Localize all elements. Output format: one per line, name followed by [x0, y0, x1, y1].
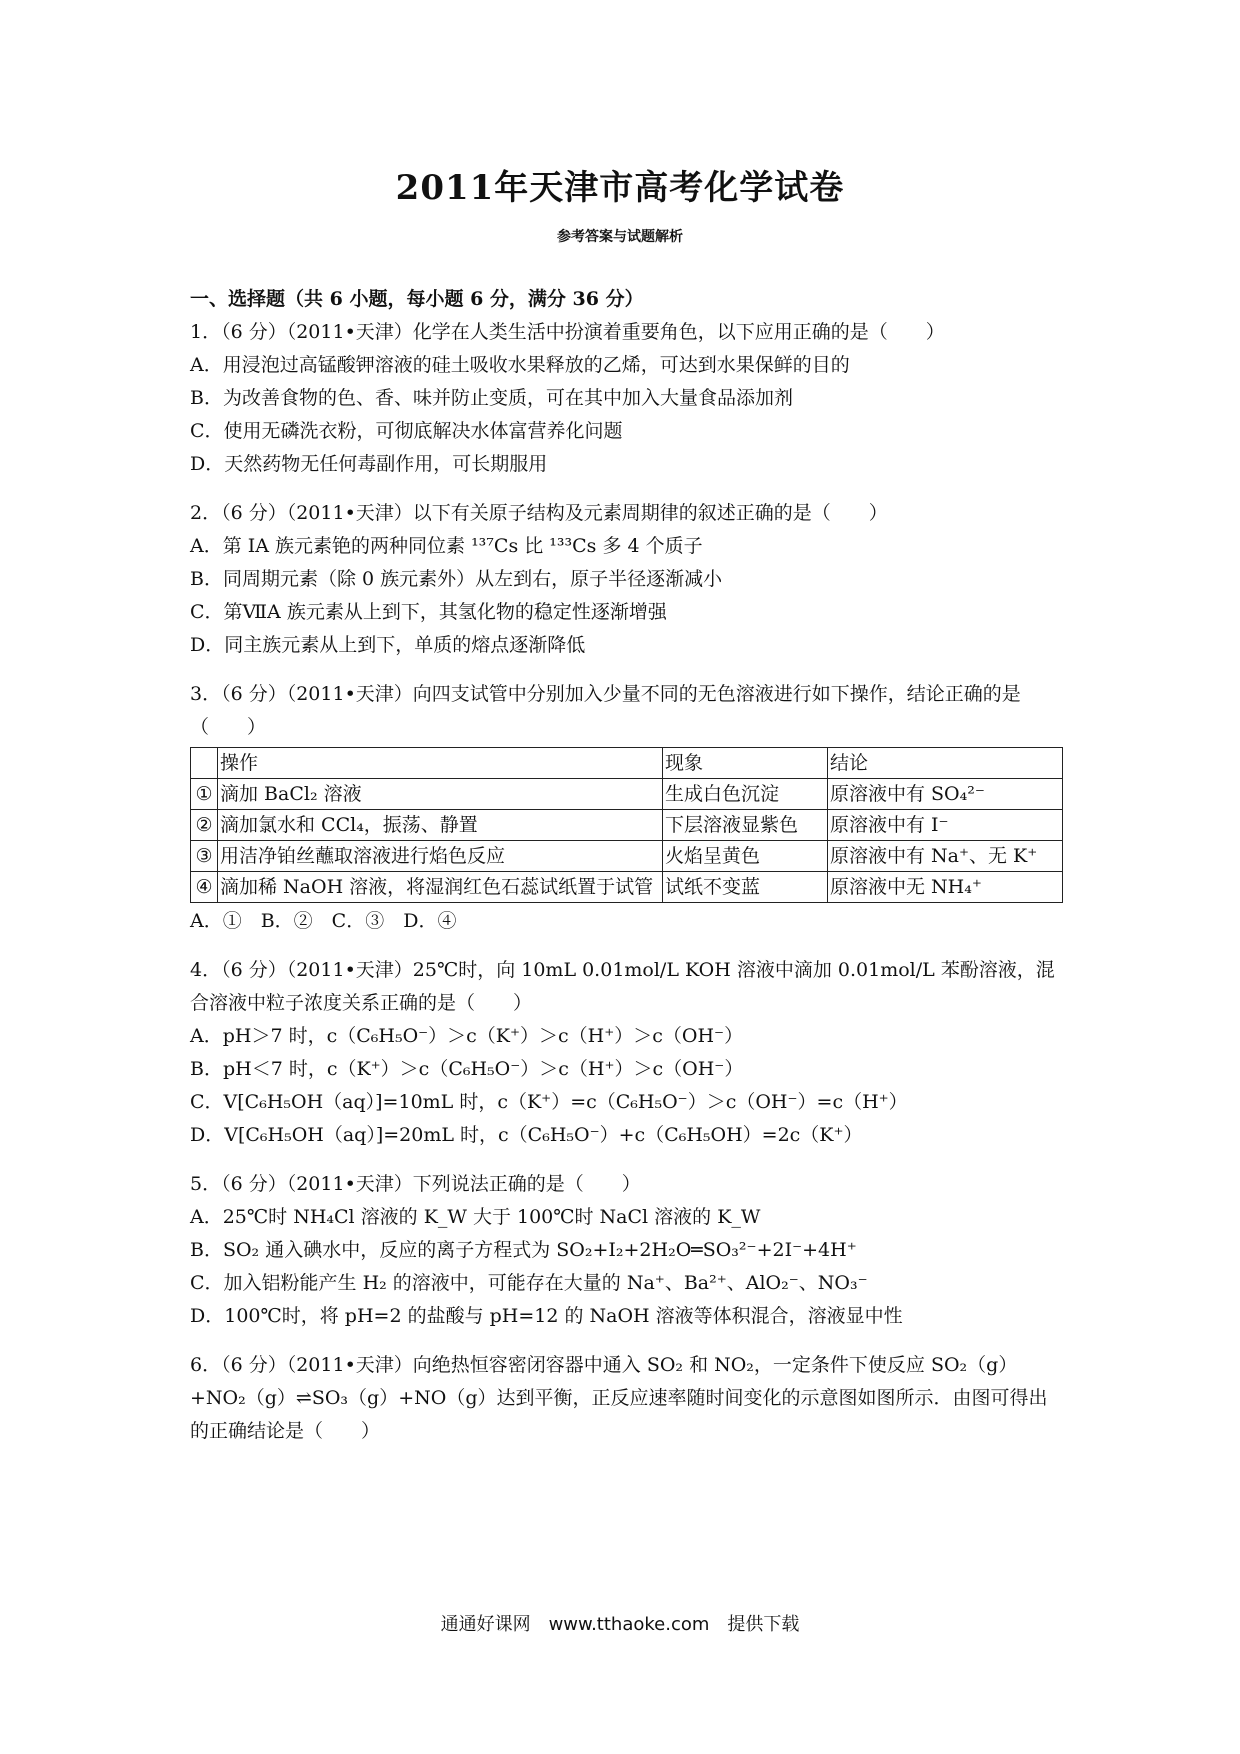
option-c: C．使用无磷洗衣粉，可彻底解决水体富营养化问题 [190, 420, 623, 442]
question-1 [190, 316, 1065, 481]
table-cell: ② [191, 810, 218, 841]
option-a: A．pH＞7 时，c（C₆H₅O⁻）＞c（K⁺）＞c（H⁺）＞c（OH⁻） [190, 1025, 744, 1047]
table-cell: 试纸不变蓝 [663, 872, 828, 903]
option-a: A．25℃时 NH₄Cl 溶液的 K_W 大于 100℃时 NaCl 溶液的 K_W [190, 1206, 761, 1228]
exam-content [190, 283, 1065, 1464]
table-row [191, 841, 1063, 872]
table-cell: 滴加 BaCl₂ 溶液 [218, 779, 663, 810]
table-row [191, 872, 1063, 903]
table-cell: 原溶液中有 SO₄²⁻ [828, 779, 1063, 810]
option-d: D．100℃时，将 pH=2 的盐酸与 pH=12 的 NaOH 溶液等体积混合，溶液显中性 [190, 1305, 903, 1327]
question-3 [190, 678, 1065, 938]
question-6 [190, 1349, 1065, 1448]
table-header-cell: 操作 [218, 748, 663, 779]
question-5 [190, 1168, 1065, 1333]
table-header-cell: 现象 [663, 748, 828, 779]
table-cell: 火焰呈黄色 [663, 841, 828, 872]
question-2 [190, 497, 1065, 662]
table-cell: 下层溶液显紫色 [663, 810, 828, 841]
page-subtitle: 参考答案与试题解析 [557, 229, 683, 245]
inline-options: A．① B．② C．③ D．④ [190, 910, 457, 932]
section-heading: 一、选择题（共 6 小题，每小题 6 分，满分 36 分） [190, 288, 644, 310]
table-row [191, 779, 1063, 810]
table-header-row [191, 748, 1063, 779]
option-b: B．同周期元素（除 0 族元素外）从左到右，原子半径逐渐减小 [190, 568, 723, 590]
option-b: B．pH＜7 时，c（K⁺）＞c（C₆H₅O⁻）＞c（H⁺）＞c（OH⁻） [190, 1058, 744, 1080]
option-a: A．用浸泡过高锰酸钾溶液的硅土吸收水果释放的乙烯，可达到水果保鲜的目的 [190, 354, 850, 376]
table-cell: 用洁净铂丝蘸取溶液进行焰色反应 [218, 841, 663, 872]
table-row [191, 810, 1063, 841]
table-cell: 原溶液中无 NH₄⁺ [828, 872, 1063, 903]
table-cell: ③ [191, 841, 218, 872]
option-c: C．第ⅦA 族元素从上到下，其氢化物的稳定性逐渐增强 [190, 601, 667, 623]
experiment-table [190, 747, 1063, 903]
option-a: A．第 IA 族元素铯的两种同位素 ¹³⁷Cs 比 ¹³³Cs 多 4 个质子 [190, 535, 703, 557]
option-d: D．V[C₆H₅OH（aq）]=20mL 时，c（C₆H₅O⁻）+c（C₆H₅OH）=2c（K⁺） [190, 1124, 863, 1146]
table-header-cell: 结论 [828, 748, 1063, 779]
question-stem: 5．（6 分）（2011•天津）下列说法正确的是（ ） [190, 1173, 641, 1195]
table-cell: ④ [191, 872, 218, 903]
table-cell: 滴加稀 NaOH 溶液，将湿润红色石蕊试纸置于试管 [218, 872, 663, 903]
option-b: B．为改善食物的色、香、味并防止变质，可在其中加入大量食品添加剂 [190, 387, 793, 409]
question-stem: 3．（6 分）（2011•天津）向四支试管中分别加入少量不同的无色溶液进行如下操作，结论正确的是（ ） [190, 683, 1021, 738]
option-c: C．V[C₆H₅OH（aq）]=10mL 时，c（K⁺）=c（C₆H₅O⁻）＞c（OH⁻）=c（H⁺） [190, 1091, 908, 1113]
question-stem: 4．（6 分）（2011•天津）25℃时，向 10mL 0.01mol/L KOH 溶液中滴加 0.01mol/L 苯酚溶液，混合溶液中粒子浓度关系正确的是（ ） [190, 959, 1055, 1014]
table-cell: 生成白色沉淀 [663, 779, 828, 810]
option-b: B．SO₂ 通入碘水中，反应的离子方程式为 SO₂+I₂+2H₂O═SO₃²⁻+2I⁻+4H⁺ [190, 1239, 857, 1261]
table-cell: ① [191, 779, 218, 810]
option-c: C．加入铝粉能产生 H₂ 的溶液中，可能存在大量的 Na⁺、Ba²⁺、AlO₂⁻、NO₃⁻ [190, 1272, 868, 1294]
option-d: D．天然药物无任何毒副作用，可长期服用 [190, 453, 548, 475]
footer-download-note: 通通好课网 www.tthaoke.com 提供下载 [440, 1614, 800, 1635]
question-stem: 6．（6 分）（2011•天津）向绝热恒容密闭容器中通入 SO₂ 和 NO₂，一定条件下使反应 SO₂（g）+NO₂（g）⇌SO₃（g）+NO（g）达到平衡，正反应速率随时间变化的示意图如图所示．由图可得出的正确结论是（ ） [190, 1354, 1048, 1442]
table-header-cell [191, 748, 218, 779]
question-stem: 2．（6 分）（2011•天津）以下有关原子结构及元素周期律的叙述正确的是（ ） [190, 502, 888, 524]
question-4 [190, 954, 1065, 1152]
table-cell: 滴加氯水和 CCl₄，振荡、静置 [218, 810, 663, 841]
page-title: 2011年天津市高考化学试卷 [395, 168, 845, 208]
table-cell: 原溶液中有 Na⁺、无 K⁺ [828, 841, 1063, 872]
option-d: D．同主族元素从上到下，单质的熔点逐渐降低 [190, 634, 586, 656]
table-cell: 原溶液中有 I⁻ [828, 810, 1063, 841]
question-stem: 1．（6 分）（2011•天津）化学在人类生活中扮演着重要角色，以下应用正确的是（ ） [190, 321, 945, 343]
